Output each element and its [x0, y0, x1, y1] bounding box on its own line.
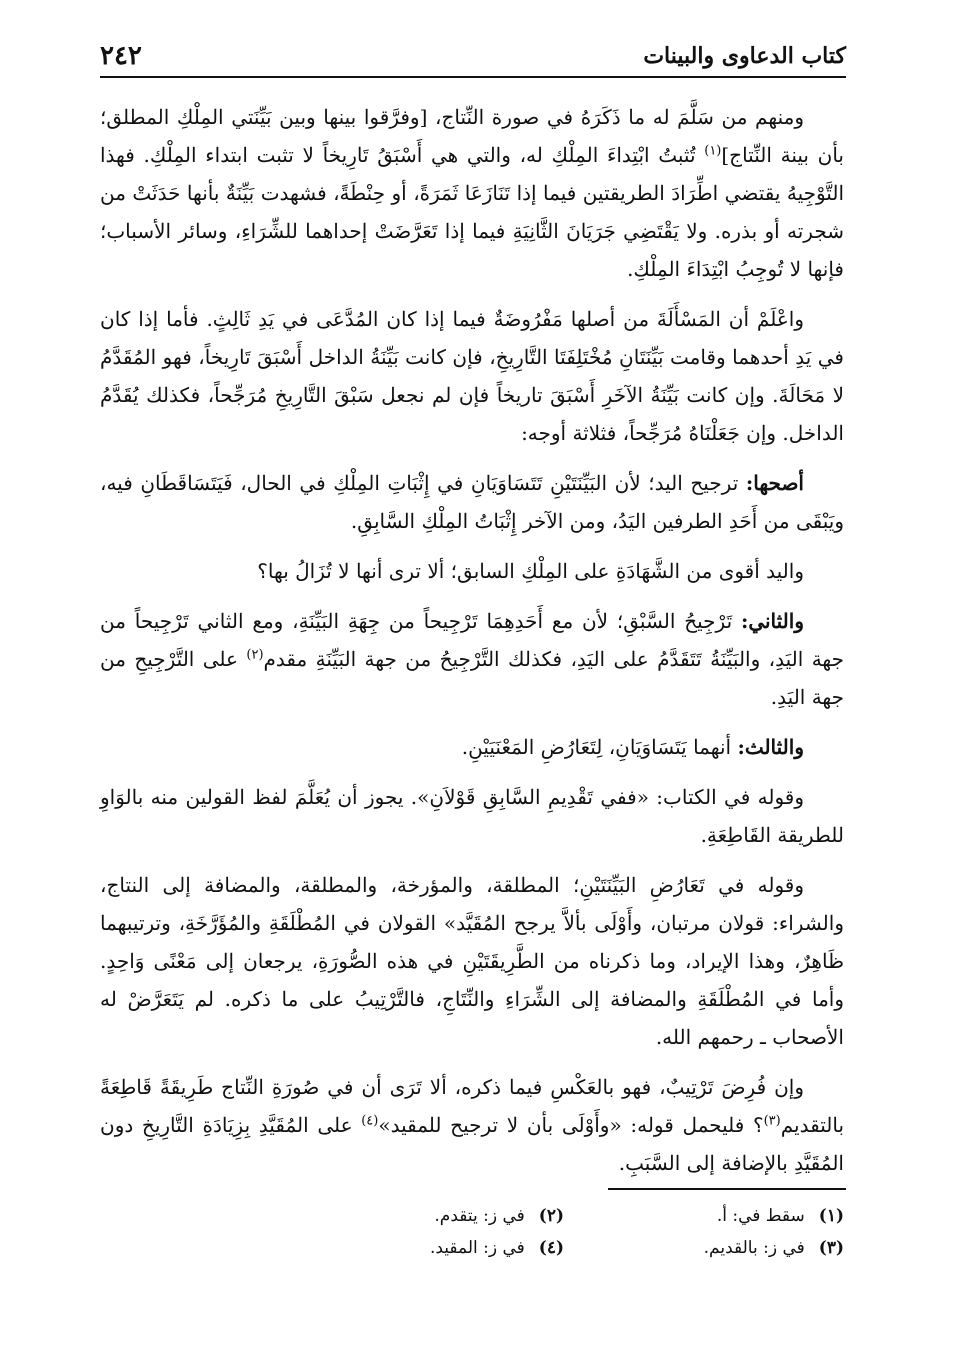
body-text — [100, 98, 844, 1194]
footnote-text: في ز: يتقدم. — [434, 1206, 525, 1226]
book-title: كتاب الدعاوى والبينات — [643, 43, 846, 69]
paragraph-text: وقوله في الكتاب: «ففي تَقْدِيمِ السَّابِقِ قَوْلاَنِ». يجوز أن يُعَلَّمَ لفظ القولين منه بالوَاوِ للطريقة القَاطِعَةِ. — [100, 785, 844, 847]
paragraph-text: تُثبتُ ابْتِداءَ المِلْكِ له، والتي هي أَسْبَقُ تَارِيخاً لا تثبت ابتداء المِلْكِ. فهذا التَّوْجِيهُ يقتضي اطِّرَادَ الطريقتين فيما إذا تَنَازَعَا ثَمَرَةً، أو حِنْطَةً، فشهدت بَيِّنَةٌ بأنها حَدَثَتْ من شجرته أو بذره. ولا يَقْتَضِي جَرَيَانَ الثَّانِيَةِ فيما إذا تَعَرَّضَتْ إحداهما للشِّرَاءِ، وسائر الأسباب؛ فإنها لا تُوجِبُ ابْتِدَاءَ المِلْكِ. — [100, 143, 844, 281]
page-number: ٢٤٢ — [100, 41, 142, 71]
paragraph-text: واعْلَمْ أن المَسْأَلَةَ من أصلها مَفْرُوضَةٌ فيما إذا كان المُدَّعَى في يَدِ ثَالِثٍ. فأما إذا كان في يَدِ أحدهما وقامت بَيِّنَتَانِ مُخْتَلِفَتَا التَّارِيخِ، فإن كانت بَيِّنَةُ الداخل أَسْبَقَ تَارِيخاً، فهو المُقَدَّمُ لا مَحَالَةَ. وإن كانت بَيِّنَةُ الآخَرِ أَسْبَقَ تاريخاً فإن لم نجعل سَبْقَ التَّارِيخِ مُرَجِّحاً، فكذلك يُقَدَّمُ الداخل. وإن جَعَلْنَاهُ مُرَجِّحاً، فثلاثة أوجه: — [100, 307, 844, 445]
footnote-item — [284, 1235, 564, 1261]
paragraph-lead: والثاني: — [740, 609, 804, 633]
footnote-item — [564, 1203, 844, 1229]
paragraph-text: وإن فُرِضَ تَرْتِيبٌ، فهو بالعَكْسِ فيما ذكره، ألا تَرَى أن في صُورَةِ النِّتاج طَرِيقَةً قَاطِعَةً بالتقديم — [100, 1075, 845, 1137]
running-header — [100, 36, 846, 78]
paragraph — [100, 866, 844, 1056]
paragraph — [100, 552, 844, 590]
footnote-item — [564, 1235, 844, 1261]
paragraph-text: على المُقَيَّدِ بِزِيَادَةِ التَّارِيخِ دون المُقَيَّدِ بالإضافة إلى السَّبَبِ. — [100, 1113, 844, 1175]
footnote-text: في ز: بالقديم. — [703, 1238, 805, 1258]
paragraph-text: ومنهم من سَلَّمَ له ما ذَكَرَهُ في صورة النِّتاج، [وفرَّقوا بينها وبين بَيِّنَتي المِلْكِ المطلق؛ بأن بينة النِّتاج] — [100, 105, 845, 167]
footnote-text: سقط في: أ. — [716, 1206, 805, 1226]
footnote-number: (٢) — [538, 1206, 564, 1226]
paragraph-text: ؟ فليحمل قوله: «وأَوْلَى بأن لا ترجيح للمقيد» — [378, 1113, 764, 1137]
paragraph-text: وقوله في تَعَارُضِ البَيِّنَتَيْنِ؛ المطلقة، والمؤرخة، والمطلقة، والمضافة إلى النتاج، والشراء: قولان مرتبان، وأَوْلَى بألاَّ يرجح المُقَيَّد» القولان في المُطْلَقَةِ والمُؤَرَّخَةِ، وترتيبهما ظَاهِرٌ، وهذا الإيراد، وما ذكرناه من الطَّرِيقَتَيْنِ في هذه الصُّورَةِ، يرجعان إلى مَعْنًى وَاحِدٍ. وأما في المُطْلَقَةِ والمضافة إلى الشِّرَاءِ والنِّتَاجِ، فالتَّرْتِيبُ على ما ذكره. لم يَتَعَرَّضْ له الأصحاب ـ رحمهم الله. — [100, 873, 844, 1049]
paragraph-text: أنهما يَتَسَاوَيَانِ، لِتَعَارُضِ المَعْنَيَيْنِ. — [461, 735, 738, 759]
paragraph — [100, 728, 844, 766]
footnote-number: (٤) — [538, 1238, 564, 1258]
footnote-reference: (٤) — [361, 1113, 379, 1129]
footnote-text: في ز: المقيد. — [429, 1238, 525, 1258]
paragraph — [100, 98, 844, 288]
paragraph-text: واليد أقوى من الشَّهَادَةِ على المِلْكِ السابق؛ ألا ترى أنها لا تُزَالُ بها؟ — [257, 559, 804, 583]
footnotes — [284, 1203, 844, 1261]
paragraph-lead: والثالث: — [737, 735, 804, 759]
paragraph-text: على التَّرْجِيحِ من جهة اليَدِ. — [100, 647, 844, 709]
paragraph — [100, 464, 844, 540]
paragraph — [100, 1068, 844, 1182]
paragraph-text: ترجيح اليد؛ لأن البَيِّنَتَيْنِ تَتَسَاوَيَانِ في إِثْبَاتِ المِلْكِ في الحال، فَيَتَسَاقَطَانِ فيه، ويَبْقَى من أَحَدِ الطرفين اليَدُ، ومن الآخر إِثْبَاتُ المِلْكِ السَّابِقِ. — [100, 471, 844, 533]
footnote-reference: (١) — [704, 143, 722, 159]
footnote-reference: (٢) — [246, 647, 264, 663]
footnote-number: (٣) — [818, 1238, 844, 1258]
footnote-divider — [608, 1188, 846, 1190]
paragraph-lead: أصحها: — [745, 471, 804, 495]
paragraph — [100, 300, 844, 452]
paragraph — [100, 778, 844, 854]
footnote-reference: (٣) — [763, 1113, 781, 1129]
paragraph-text: تَرْجِيحُ السَّبْقِ؛ لأن مع أَحَدِهِمَا تَرْجِيحاً من جِهَةِ البَيِّنَةِ، ومع الثاني تَرْجِيحاً من جهة اليَدِ، والبَيِّنَةُ تَتَقَدَّمُ على اليَدِ، فكذلك التَّرْجِيحُ من جهة البَيِّنَةِ مقدم — [100, 609, 845, 671]
footnote-number: (١) — [818, 1206, 844, 1226]
paragraph — [100, 602, 844, 716]
footnote-item — [284, 1203, 564, 1229]
